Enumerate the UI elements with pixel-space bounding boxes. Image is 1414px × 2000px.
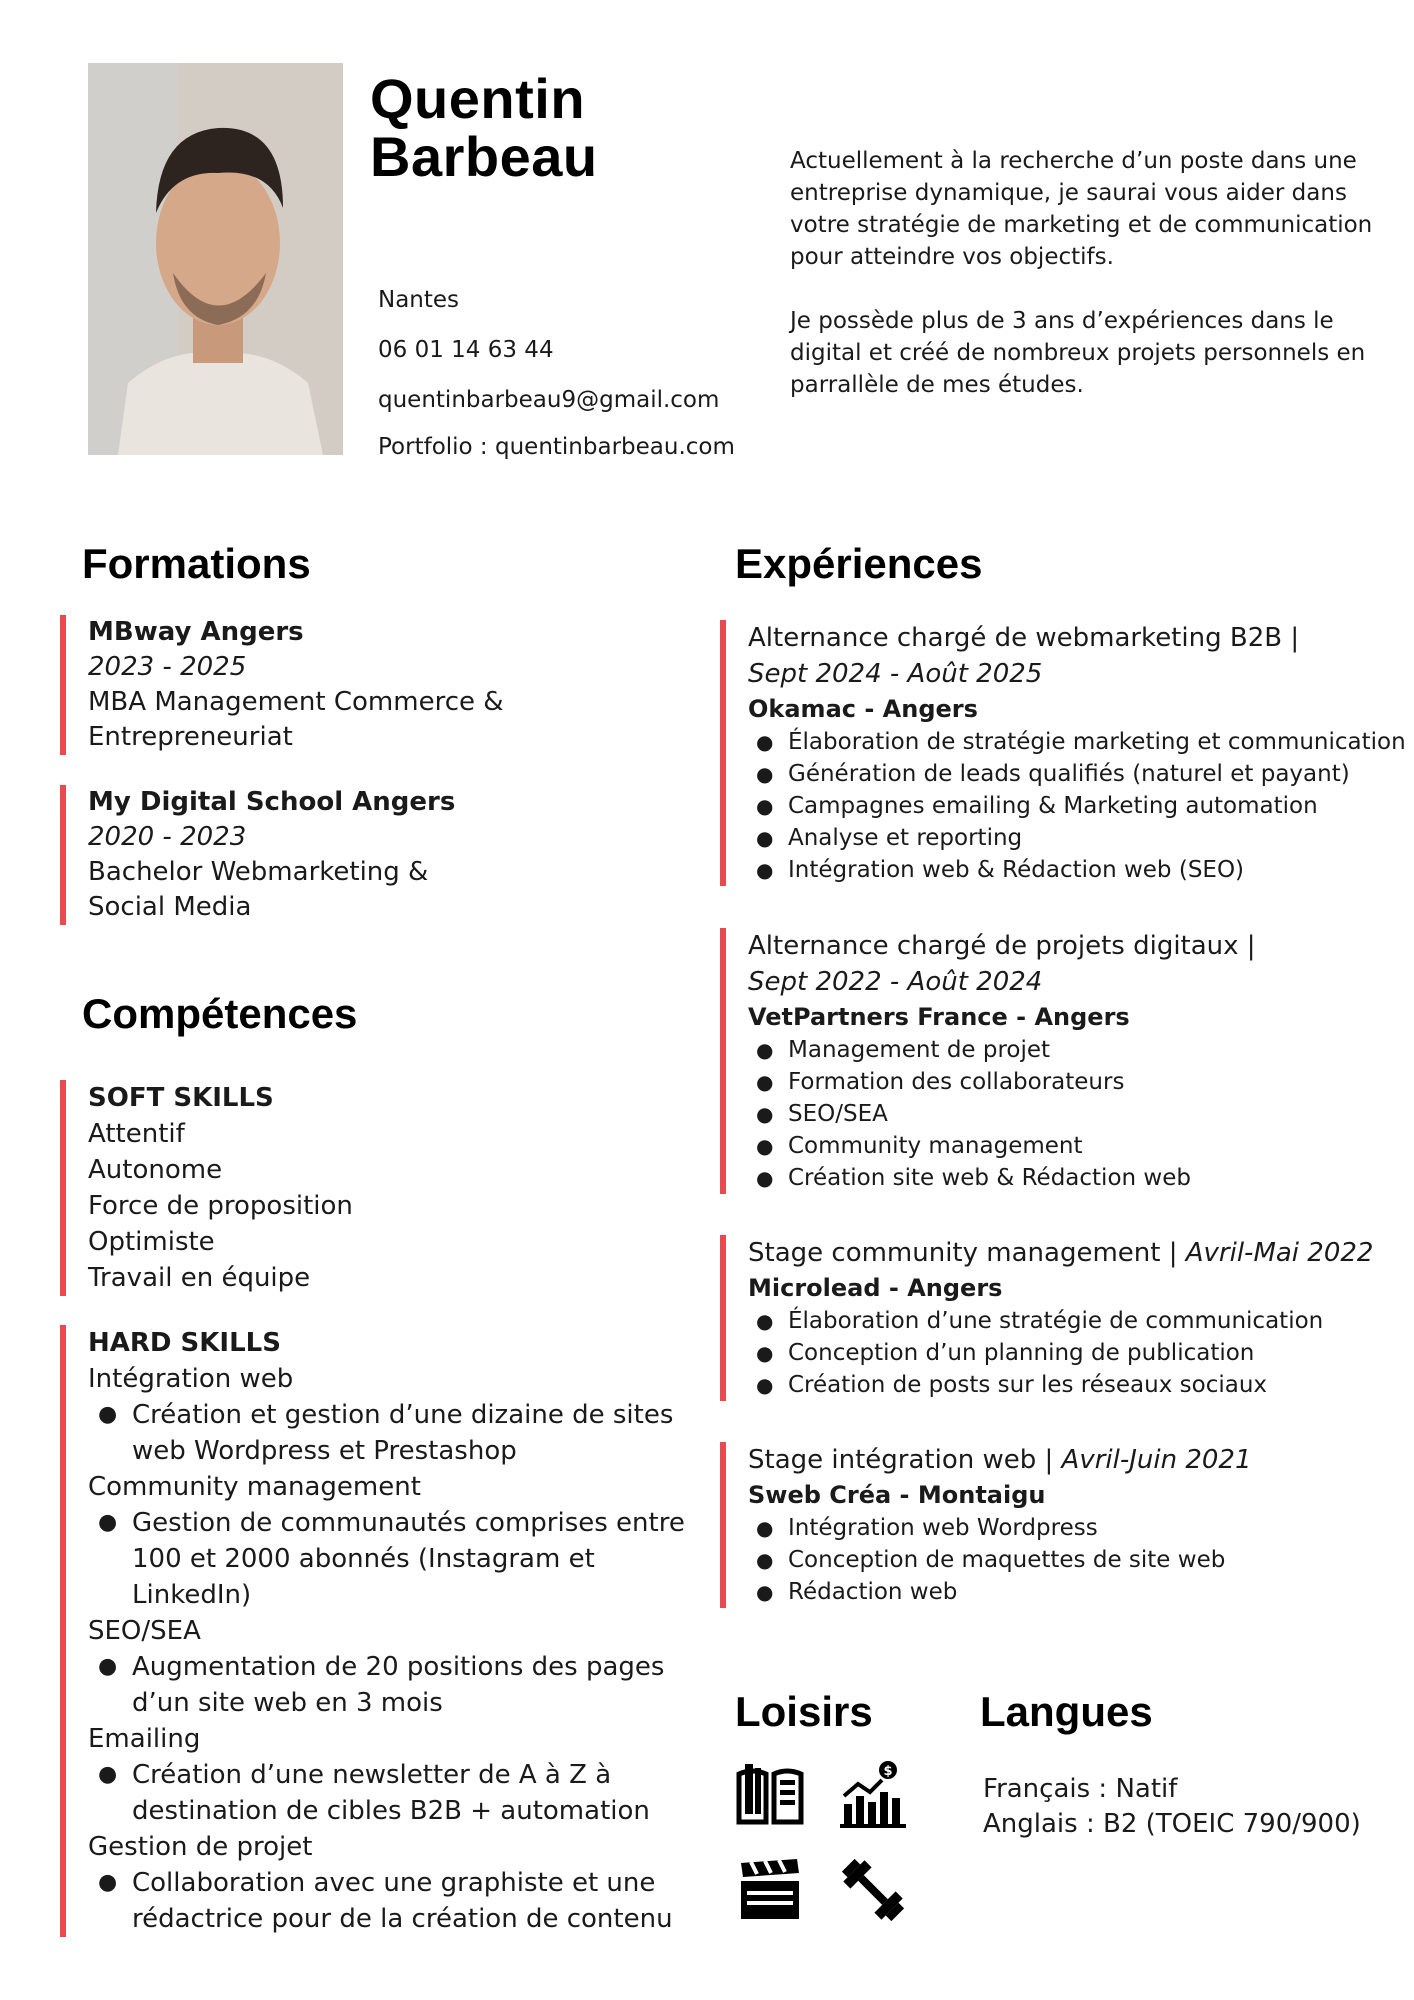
job-title: Stage intégration web | bbox=[748, 1445, 1054, 1475]
bullet-dot: ● bbox=[756, 1373, 774, 1397]
task-text: Formation des collaborateurs bbox=[788, 1069, 1125, 1095]
task-item bbox=[748, 1162, 1414, 1194]
task-item bbox=[748, 726, 1414, 758]
bullet-dot: ● bbox=[98, 1762, 118, 1787]
hard-skill-bullet bbox=[88, 1757, 688, 1829]
bullet-dot: ● bbox=[98, 1654, 118, 1679]
hard-skill-name: Intégration web bbox=[88, 1364, 294, 1394]
task-item bbox=[748, 1544, 1414, 1576]
bullet-dot: ● bbox=[98, 1510, 118, 1535]
formation-item bbox=[60, 615, 668, 755]
bullet-line: LinkedIn) bbox=[132, 1580, 252, 1610]
job-title: Stage community management | bbox=[748, 1238, 1178, 1268]
hard-skill-bullet bbox=[88, 1505, 688, 1613]
soft-skill: Travail en équipe bbox=[88, 1263, 311, 1293]
task-text: Campagnes emailing & Marketing automation bbox=[788, 793, 1318, 819]
intro-paragraph-1: Actuellement à la recherche d’un poste dans une entreprise dynamique, je saurai vous aider dans votre stratégie de marketing et de communication pour atteindre vos objectifs. bbox=[790, 148, 1373, 270]
task-text: Intégration web & Rédaction web (SEO) bbox=[788, 857, 1245, 883]
experience-item bbox=[720, 928, 1414, 1194]
bullet-dot: ● bbox=[98, 1870, 118, 1895]
first-name: Quentin bbox=[370, 67, 586, 130]
task-text: Génération de leads qualifiés (naturel et payant) bbox=[788, 761, 1350, 787]
bullet-dot: ● bbox=[756, 1038, 774, 1062]
bullet-dot: ● bbox=[756, 1580, 774, 1604]
degree-line: Social Media bbox=[88, 892, 252, 922]
phone: 06 01 14 63 44 bbox=[378, 337, 554, 363]
loisirs-heading: Loisirs bbox=[735, 1688, 873, 1735]
task-text: Conception de maquettes de site web bbox=[788, 1547, 1226, 1573]
last-name: Barbeau bbox=[370, 125, 598, 188]
hard-skill-bullet bbox=[88, 1397, 688, 1469]
clapperboard-icon bbox=[735, 1855, 805, 1925]
bullet-dot: ● bbox=[756, 1341, 774, 1365]
soft-skill: Attentif bbox=[88, 1119, 185, 1149]
task-item bbox=[748, 790, 1414, 822]
company-name: Okamac - Angers bbox=[748, 695, 978, 723]
task-item bbox=[748, 1576, 1414, 1608]
task-item bbox=[748, 758, 1414, 790]
degree-line: Entrepreneuriat bbox=[88, 722, 293, 752]
formation-item bbox=[60, 785, 668, 925]
portfolio-link[interactable]: Portfolio : quentinbarbeau.com bbox=[378, 434, 735, 460]
task-text: Conception d’un planning de publication bbox=[788, 1340, 1255, 1366]
job-dates: Sept 2024 - Août 2025 bbox=[748, 659, 1043, 689]
bullet-dot: ● bbox=[98, 1402, 118, 1427]
languages-list bbox=[983, 1772, 1361, 1842]
hard-skill-name: SEO/SEA bbox=[88, 1616, 201, 1646]
bullet-dot: ● bbox=[756, 826, 774, 850]
soft-skill: Optimiste bbox=[88, 1227, 215, 1257]
bullet-dot: ● bbox=[756, 794, 774, 818]
soft-skills-title: SOFT SKILLS bbox=[88, 1083, 274, 1113]
bullet-dot: ● bbox=[756, 1070, 774, 1094]
bullet-line: web Wordpress et Prestashop bbox=[132, 1436, 517, 1466]
bullet-line: d’un site web en 3 mois bbox=[132, 1688, 443, 1718]
task-item bbox=[748, 1066, 1414, 1098]
hard-skills-title: HARD SKILLS bbox=[88, 1328, 281, 1358]
bullet-dot: ● bbox=[756, 1309, 774, 1333]
city: Nantes bbox=[378, 287, 460, 313]
task-item bbox=[748, 854, 1414, 886]
profile-photo bbox=[88, 63, 343, 455]
formations-heading: Formations bbox=[82, 540, 311, 587]
degree-line: Bachelor Webmarketing & bbox=[88, 857, 429, 887]
task-text: Intégration web Wordpress bbox=[788, 1515, 1098, 1541]
task-item bbox=[748, 1512, 1414, 1544]
job-title-line bbox=[748, 1442, 1414, 1478]
task-item bbox=[748, 1130, 1414, 1162]
hard-skill-name: Gestion de projet bbox=[88, 1832, 313, 1862]
company-name: Sweb Créa - Montaigu bbox=[748, 1481, 1046, 1509]
experiences-heading: Expériences bbox=[735, 540, 983, 587]
formation-dates: 2020 - 2023 bbox=[88, 822, 247, 852]
language-item: Anglais : B2 (TOEIC 790/900) bbox=[983, 1809, 1361, 1839]
bullet-line: 100 et 2000 abonnés (Instagram et bbox=[132, 1544, 595, 1574]
task-text: Création de posts sur les réseaux sociaux bbox=[788, 1372, 1268, 1398]
task-item bbox=[748, 1305, 1414, 1337]
bullet-dot: ● bbox=[756, 730, 774, 754]
bullet-line: Augmentation de 20 positions des pages bbox=[132, 1652, 665, 1682]
task-text: Création site web & Rédaction web bbox=[788, 1165, 1191, 1191]
bullet-dot: ● bbox=[756, 858, 774, 882]
job-title-line bbox=[748, 1235, 1414, 1271]
bullet-dot: ● bbox=[756, 1134, 774, 1158]
language-item: Français : Natif bbox=[983, 1774, 1178, 1804]
formation-dates: 2023 - 2025 bbox=[88, 652, 247, 682]
task-text: Community management bbox=[788, 1133, 1083, 1159]
hard-skill-name: Community management bbox=[88, 1472, 421, 1502]
school-name: MBway Angers bbox=[88, 617, 304, 647]
bullet-dot: ● bbox=[756, 1102, 774, 1126]
job-title: Alternance chargé de projets digitaux | bbox=[748, 931, 1256, 961]
stock-chart-icon bbox=[838, 1760, 908, 1830]
task-text: Élaboration d’une stratégie de communication bbox=[788, 1308, 1324, 1334]
email[interactable]: quentinbarbeau9@gmail.com bbox=[378, 387, 720, 413]
task-text: Élaboration de stratégie marketing et communication bbox=[788, 729, 1406, 755]
task-text: Management de projet bbox=[788, 1037, 1051, 1063]
task-text: Analyse et reporting bbox=[788, 825, 1023, 851]
task-item bbox=[748, 1337, 1414, 1369]
job-dates: Sept 2022 - Août 2024 bbox=[748, 967, 1043, 997]
task-text: SEO/SEA bbox=[788, 1101, 888, 1127]
bullet-dot: ● bbox=[756, 762, 774, 786]
bullet-line: Collaboration avec une graphiste et une bbox=[132, 1868, 656, 1898]
book-icon bbox=[735, 1760, 805, 1830]
langues-heading: Langues bbox=[980, 1688, 1153, 1735]
bullet-line: Création d’une newsletter de A à Z à bbox=[132, 1760, 612, 1790]
dumbbell-icon bbox=[838, 1855, 908, 1925]
job-title: Alternance chargé de webmarketing B2B | bbox=[748, 623, 1300, 653]
intro-text bbox=[790, 145, 1380, 433]
bullet-line: Création et gestion d’une dizaine de sites bbox=[132, 1400, 674, 1430]
contact-info bbox=[378, 275, 735, 470]
bullet-line: rédactrice pour de la création de contenu bbox=[132, 1904, 673, 1934]
task-item bbox=[748, 1098, 1414, 1130]
bullet-line: Gestion de communautés comprises entre bbox=[132, 1508, 685, 1538]
job-dates: Avril-Mai 2022 bbox=[1185, 1238, 1374, 1268]
experience-item bbox=[720, 1442, 1414, 1608]
hard-skills-block bbox=[60, 1325, 688, 1937]
degree-line: MBA Management Commerce & bbox=[88, 687, 504, 717]
task-item bbox=[748, 1369, 1414, 1401]
company-name: VetPartners France - Angers bbox=[748, 1003, 1130, 1031]
intro-paragraph-2: Je possède plus de 3 ans d’expériences dans le digital et créé de nombreux projets personnels en parrallèle de mes études. bbox=[790, 308, 1366, 398]
task-item bbox=[748, 822, 1414, 854]
job-dates: Avril-Juin 2021 bbox=[1061, 1445, 1252, 1475]
competences-heading: Compétences bbox=[82, 990, 358, 1037]
company-name: Microlead - Angers bbox=[748, 1274, 1003, 1302]
school-name: My Digital School Angers bbox=[88, 787, 456, 817]
bullet-line: destination de cibles B2B + automation bbox=[132, 1796, 650, 1826]
svg-text:$: $ bbox=[883, 1764, 893, 1779]
experience-item bbox=[720, 620, 1414, 886]
bullet-dot: ● bbox=[756, 1548, 774, 1572]
candidate-name bbox=[370, 67, 598, 188]
soft-skill: Autonome bbox=[88, 1155, 223, 1185]
experience-item bbox=[720, 1235, 1414, 1401]
hard-skill-bullet bbox=[88, 1865, 688, 1937]
soft-skills-block bbox=[60, 1080, 668, 1296]
hard-skill-bullet bbox=[88, 1649, 688, 1721]
hard-skill-name: Emailing bbox=[88, 1724, 201, 1754]
soft-skill: Force de proposition bbox=[88, 1191, 353, 1221]
task-text: Rédaction web bbox=[788, 1579, 958, 1605]
bullet-dot: ● bbox=[756, 1166, 774, 1190]
bullet-dot: ● bbox=[756, 1516, 774, 1540]
task-item bbox=[748, 1034, 1414, 1066]
